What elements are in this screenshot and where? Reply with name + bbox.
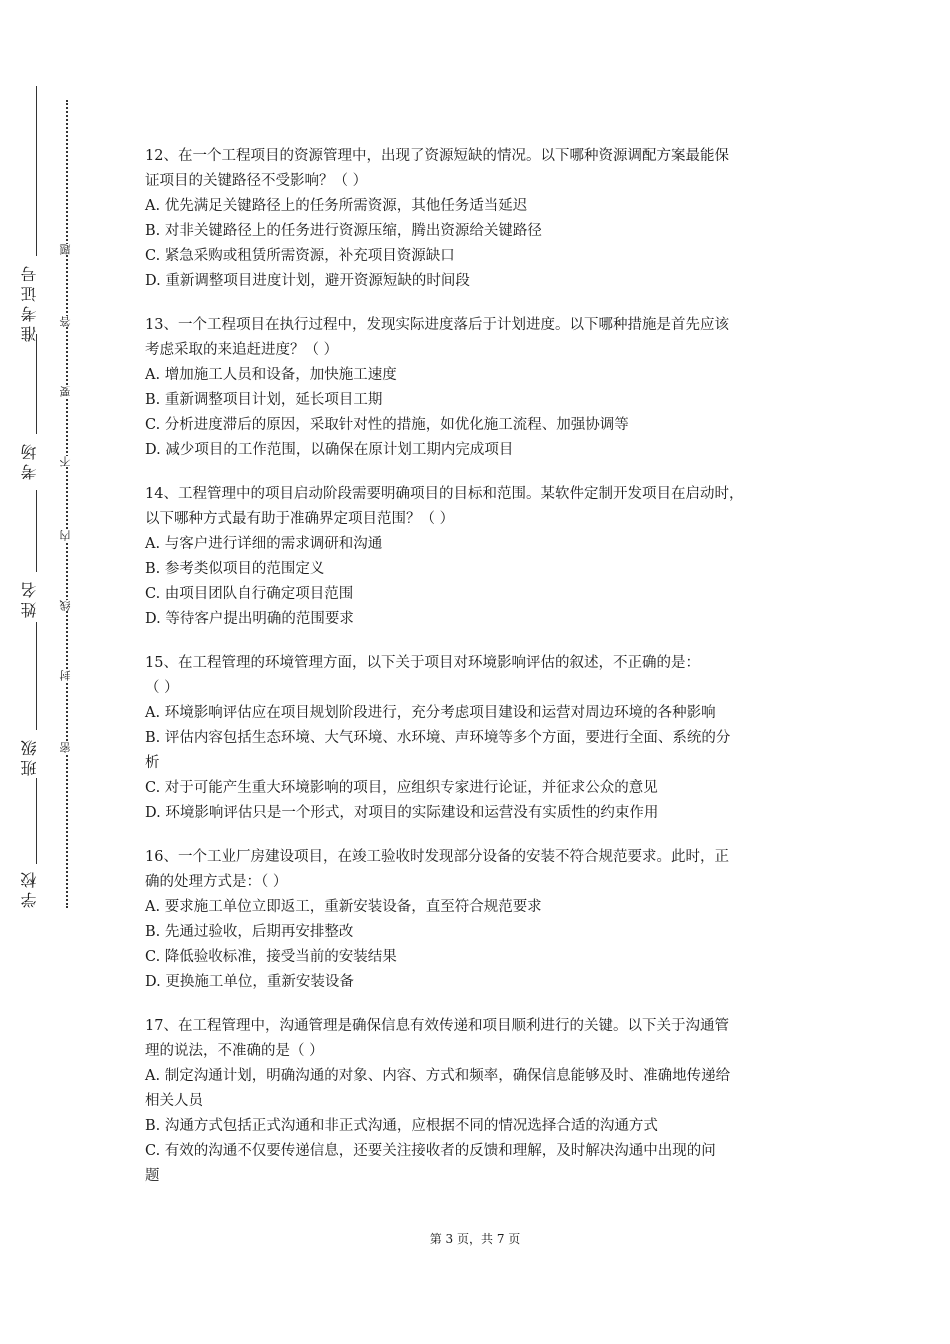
seal-char: 内: [59, 530, 72, 541]
question-stem: 13、一个工程项目在执行过程中，发现实际进度落后于计划进度。以下哪种措施是首先应该: [145, 317, 729, 333]
option-d: D. 重新调整项目进度计划，避开资源短缺的时间段: [145, 273, 470, 289]
question-stem: 12、在一个工程项目的资源管理中，出现了资源短缺的情况。以下哪种资源调配方案最能保: [145, 148, 729, 164]
seal-char: 要: [59, 386, 72, 397]
option-d: D. 减少项目的工作范围，以确保在原计划工期内完成项目: [145, 442, 514, 458]
option-b: B. 对非关键路径上的任务进行资源压缩，腾出资源给关键路径: [145, 223, 542, 239]
question-stem: 17、在工程管理中，沟通管理是确保信息有效传递和项目顺利进行的关键。以下关于沟通管: [145, 1018, 729, 1034]
seal-char: 不: [59, 456, 72, 467]
question-stem: （ ）: [145, 680, 179, 696]
option-a: A. 要求施工单位立即返工，重新安装设备，直至符合规范要求: [145, 899, 542, 915]
option-d: D. 环境影响评估只是一个形式，对项目的实际建设和运营没有实质性的约束作用: [145, 805, 659, 821]
exam-room-label: 考场: [20, 440, 39, 480]
option-b: B. 先通过验收，后期再安排整改: [145, 924, 354, 940]
option-c: C. 对于可能产生重大环境影响的项目，应组织专家进行论证，并征求公众的意见: [145, 780, 658, 796]
question-stem: 以下哪种方式最有助于准确界定项目范围？（ ）: [145, 511, 455, 527]
page-footer: 第 3 页，共 7 页: [429, 1232, 521, 1246]
seal-char: 题: [59, 244, 72, 255]
option-a-continued: 相关人员: [145, 1093, 203, 1109]
option-c-continued: 题: [145, 1168, 160, 1184]
option-d: D. 更换施工单位，重新安装设备: [145, 974, 354, 990]
class-line: [36, 622, 37, 730]
question-stem: 考虑采取的来追赶进度？（ ）: [145, 342, 339, 358]
question-stem: 确的处理方式是：（ ）: [145, 874, 288, 890]
seal-char: 线: [59, 600, 72, 611]
option-d: D. 等待客户提出明确的范围要求: [145, 611, 354, 627]
name-label: 姓名: [20, 578, 39, 618]
question-14: [145, 482, 815, 632]
question-list: [145, 144, 815, 1208]
option-a: A. 制定沟通计划，明确沟通的对象、内容、方式和频率，确保信息能够及时、准确地传递给: [145, 1068, 731, 1084]
class-label: 班级: [20, 736, 39, 776]
seal-dotted-line: [66, 100, 68, 908]
option-a: A. 与客户进行详细的需求调研和沟通: [145, 536, 383, 552]
option-b: B. 评估内容包括生态环境、大气环境、水环境、声环境等多个方面，要进行全面、系统的分: [145, 730, 731, 746]
exam-id-line: [36, 86, 37, 256]
option-a: A. 增加施工人员和设备，加快施工速度: [145, 367, 397, 383]
binding-margin: [0, 0, 110, 1344]
option-c: C. 有效的沟通不仅要传递信息，还要关注接收者的反馈和理解，及时解决沟通中出现的问: [145, 1143, 716, 1159]
option-c: C. 由项目团队自行确定项目范围: [145, 586, 354, 602]
question-16: [145, 845, 815, 995]
name-line: [36, 490, 37, 572]
option-a: A. 优先满足关键路径上的任务所需资源，其他任务适当延迟: [145, 198, 528, 214]
seal-char: 密: [59, 742, 72, 753]
option-c: C. 紧急采购或租赁所需资源，补充项目资源缺口: [145, 248, 455, 264]
question-stem: 理的说法，不准确的是（ ）: [145, 1043, 324, 1059]
option-b: B. 重新调整项目计划，延长项目工期: [145, 392, 383, 408]
question-13: [145, 313, 815, 463]
option-c: C. 降低验收标准，接受当前的安装结果: [145, 949, 397, 965]
seal-char: 封: [59, 670, 72, 681]
exam-id-label: 准考证号: [20, 262, 39, 342]
question-17: [145, 1014, 815, 1189]
school-label: 学校: [20, 868, 39, 908]
option-b: B. 沟通方式包括正式沟通和非正式沟通，应根据不同的情况选择合适的沟通方式: [145, 1118, 658, 1134]
question-stem: 14、工程管理中的项目启动阶段需要明确项目的目标和范围。某软件定制开发项目在启动时，: [145, 486, 744, 502]
question-stem: 15、在工程管理的环境管理方面，以下关于项目对环境影响评估的叙述，不正确的是：: [145, 655, 700, 671]
school-line: [36, 778, 37, 864]
question-stem: 证项目的关键路径不受影响？（ ）: [145, 173, 368, 189]
option-a: A. 环境影响评估应在项目规划阶段进行，充分考虑项目建设和运营对周边环境的各种影响: [145, 705, 716, 721]
seal-char: 答: [59, 316, 72, 327]
question-12: [145, 144, 815, 294]
option-b: B. 参考类似项目的范围定义: [145, 561, 325, 577]
question-stem: 16、一个工业厂房建设项目，在竣工验收时发现部分设备的安装不符合规范要求。此时，正: [145, 849, 729, 865]
exam-room-line: [36, 334, 37, 434]
option-c: C. 分析进度滞后的原因，采取针对性的措施，如优化施工流程、加强协调等: [145, 417, 629, 433]
option-b-continued: 析: [145, 755, 160, 771]
question-15: [145, 651, 815, 826]
